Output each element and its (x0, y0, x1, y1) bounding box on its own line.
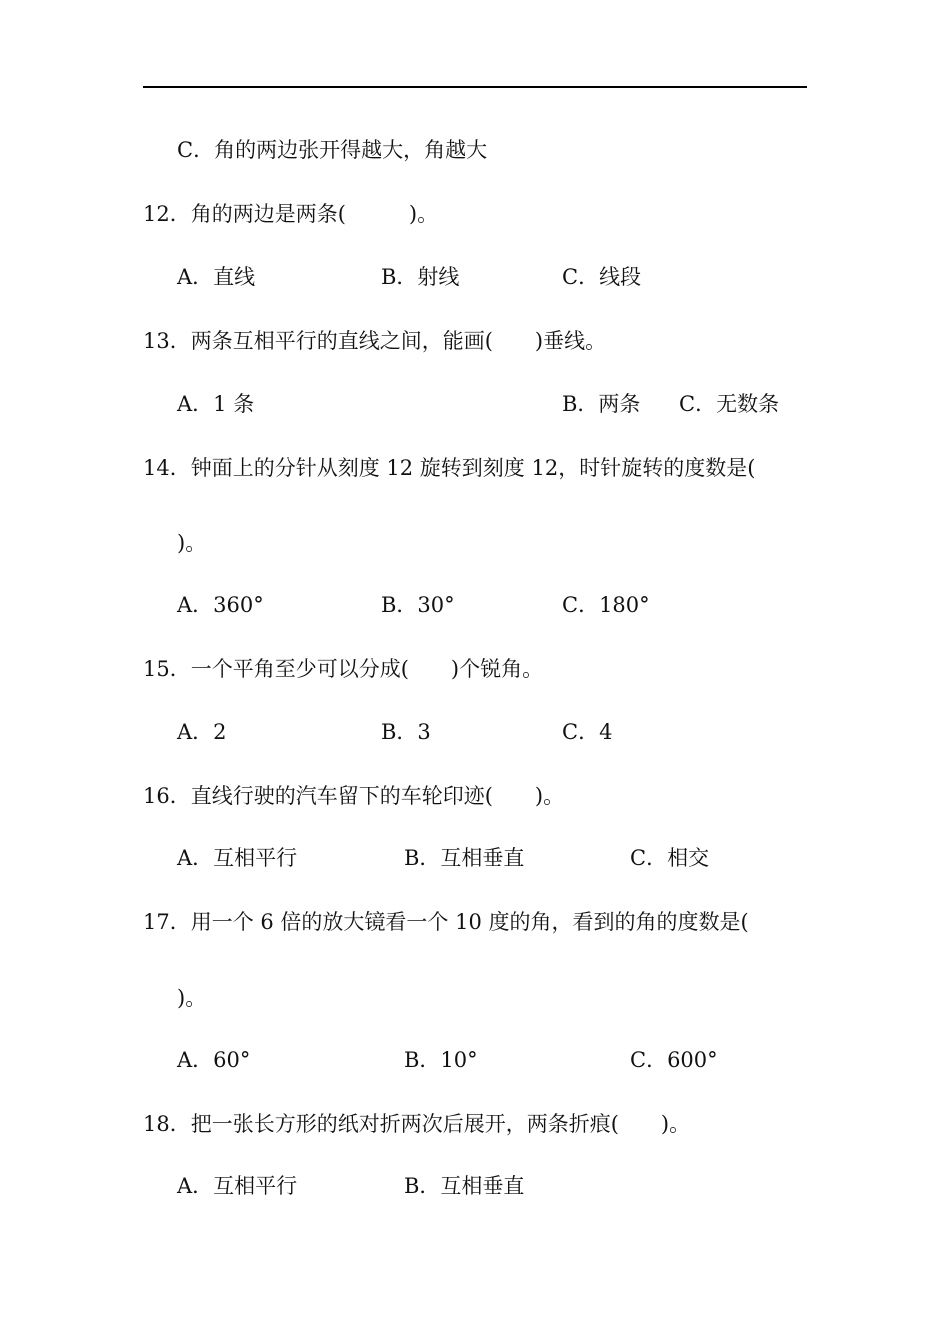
q14-option-c: C．180° (562, 593, 650, 617)
q15-option-a: A．2 (177, 720, 227, 744)
q12-option-c: C．线段 (562, 265, 642, 289)
q15-option-c: C．4 (562, 720, 613, 744)
q12-option-b: B．射线 (381, 265, 460, 289)
header-rule (143, 86, 807, 88)
q16-option-c: C．相交 (630, 846, 710, 870)
q11-option-c: C．角的两边张开得越大，角越大 (177, 138, 488, 162)
q18-stem: 18．把一张长方形的纸对折两次后展开，两条折痕( )。 (143, 1112, 691, 1136)
q18-option-b: B．互相垂直 (404, 1174, 525, 1198)
q17-stem: 17．用一个 6 倍的放大镜看一个 10 度的角，看到的角的度数是( (143, 910, 749, 934)
q14-option-a: A．360° (177, 593, 264, 617)
q14-stem: 14．钟面上的分针从刻度 12 旋转到刻度 12，时针旋转的度数是( (143, 456, 756, 480)
q16-stem: 16．直线行驶的汽车留下的车轮印迹( )。 (143, 784, 565, 808)
q18-option-a: A．互相平行 (177, 1174, 298, 1198)
q15-option-b: B．3 (381, 720, 431, 744)
q13-option-a: A．1 条 (177, 392, 255, 416)
q15-stem: 15．一个平角至少可以分成( )个锐角。 (143, 657, 544, 681)
q17-option-b: B．10° (404, 1048, 478, 1072)
q17-option-c: C．600° (630, 1048, 718, 1072)
q12-option-a: A．直线 (177, 265, 256, 289)
q17-stem-continuation: )。 (177, 986, 207, 1010)
q14-option-b: B．30° (381, 593, 455, 617)
q12-stem: 12．角的两边是两条( )。 (143, 202, 439, 226)
q17-option-a: A．60° (177, 1048, 251, 1072)
q13-option-b: B．两条 (562, 392, 641, 416)
q13-option-c: C．无数条 (679, 392, 780, 416)
q13-stem: 13．两条互相平行的直线之间，能画( )垂线。 (143, 329, 607, 353)
q16-option-a: A．互相平行 (177, 846, 298, 870)
q16-option-b: B．互相垂直 (404, 846, 525, 870)
q14-stem-continuation: )。 (177, 531, 207, 555)
